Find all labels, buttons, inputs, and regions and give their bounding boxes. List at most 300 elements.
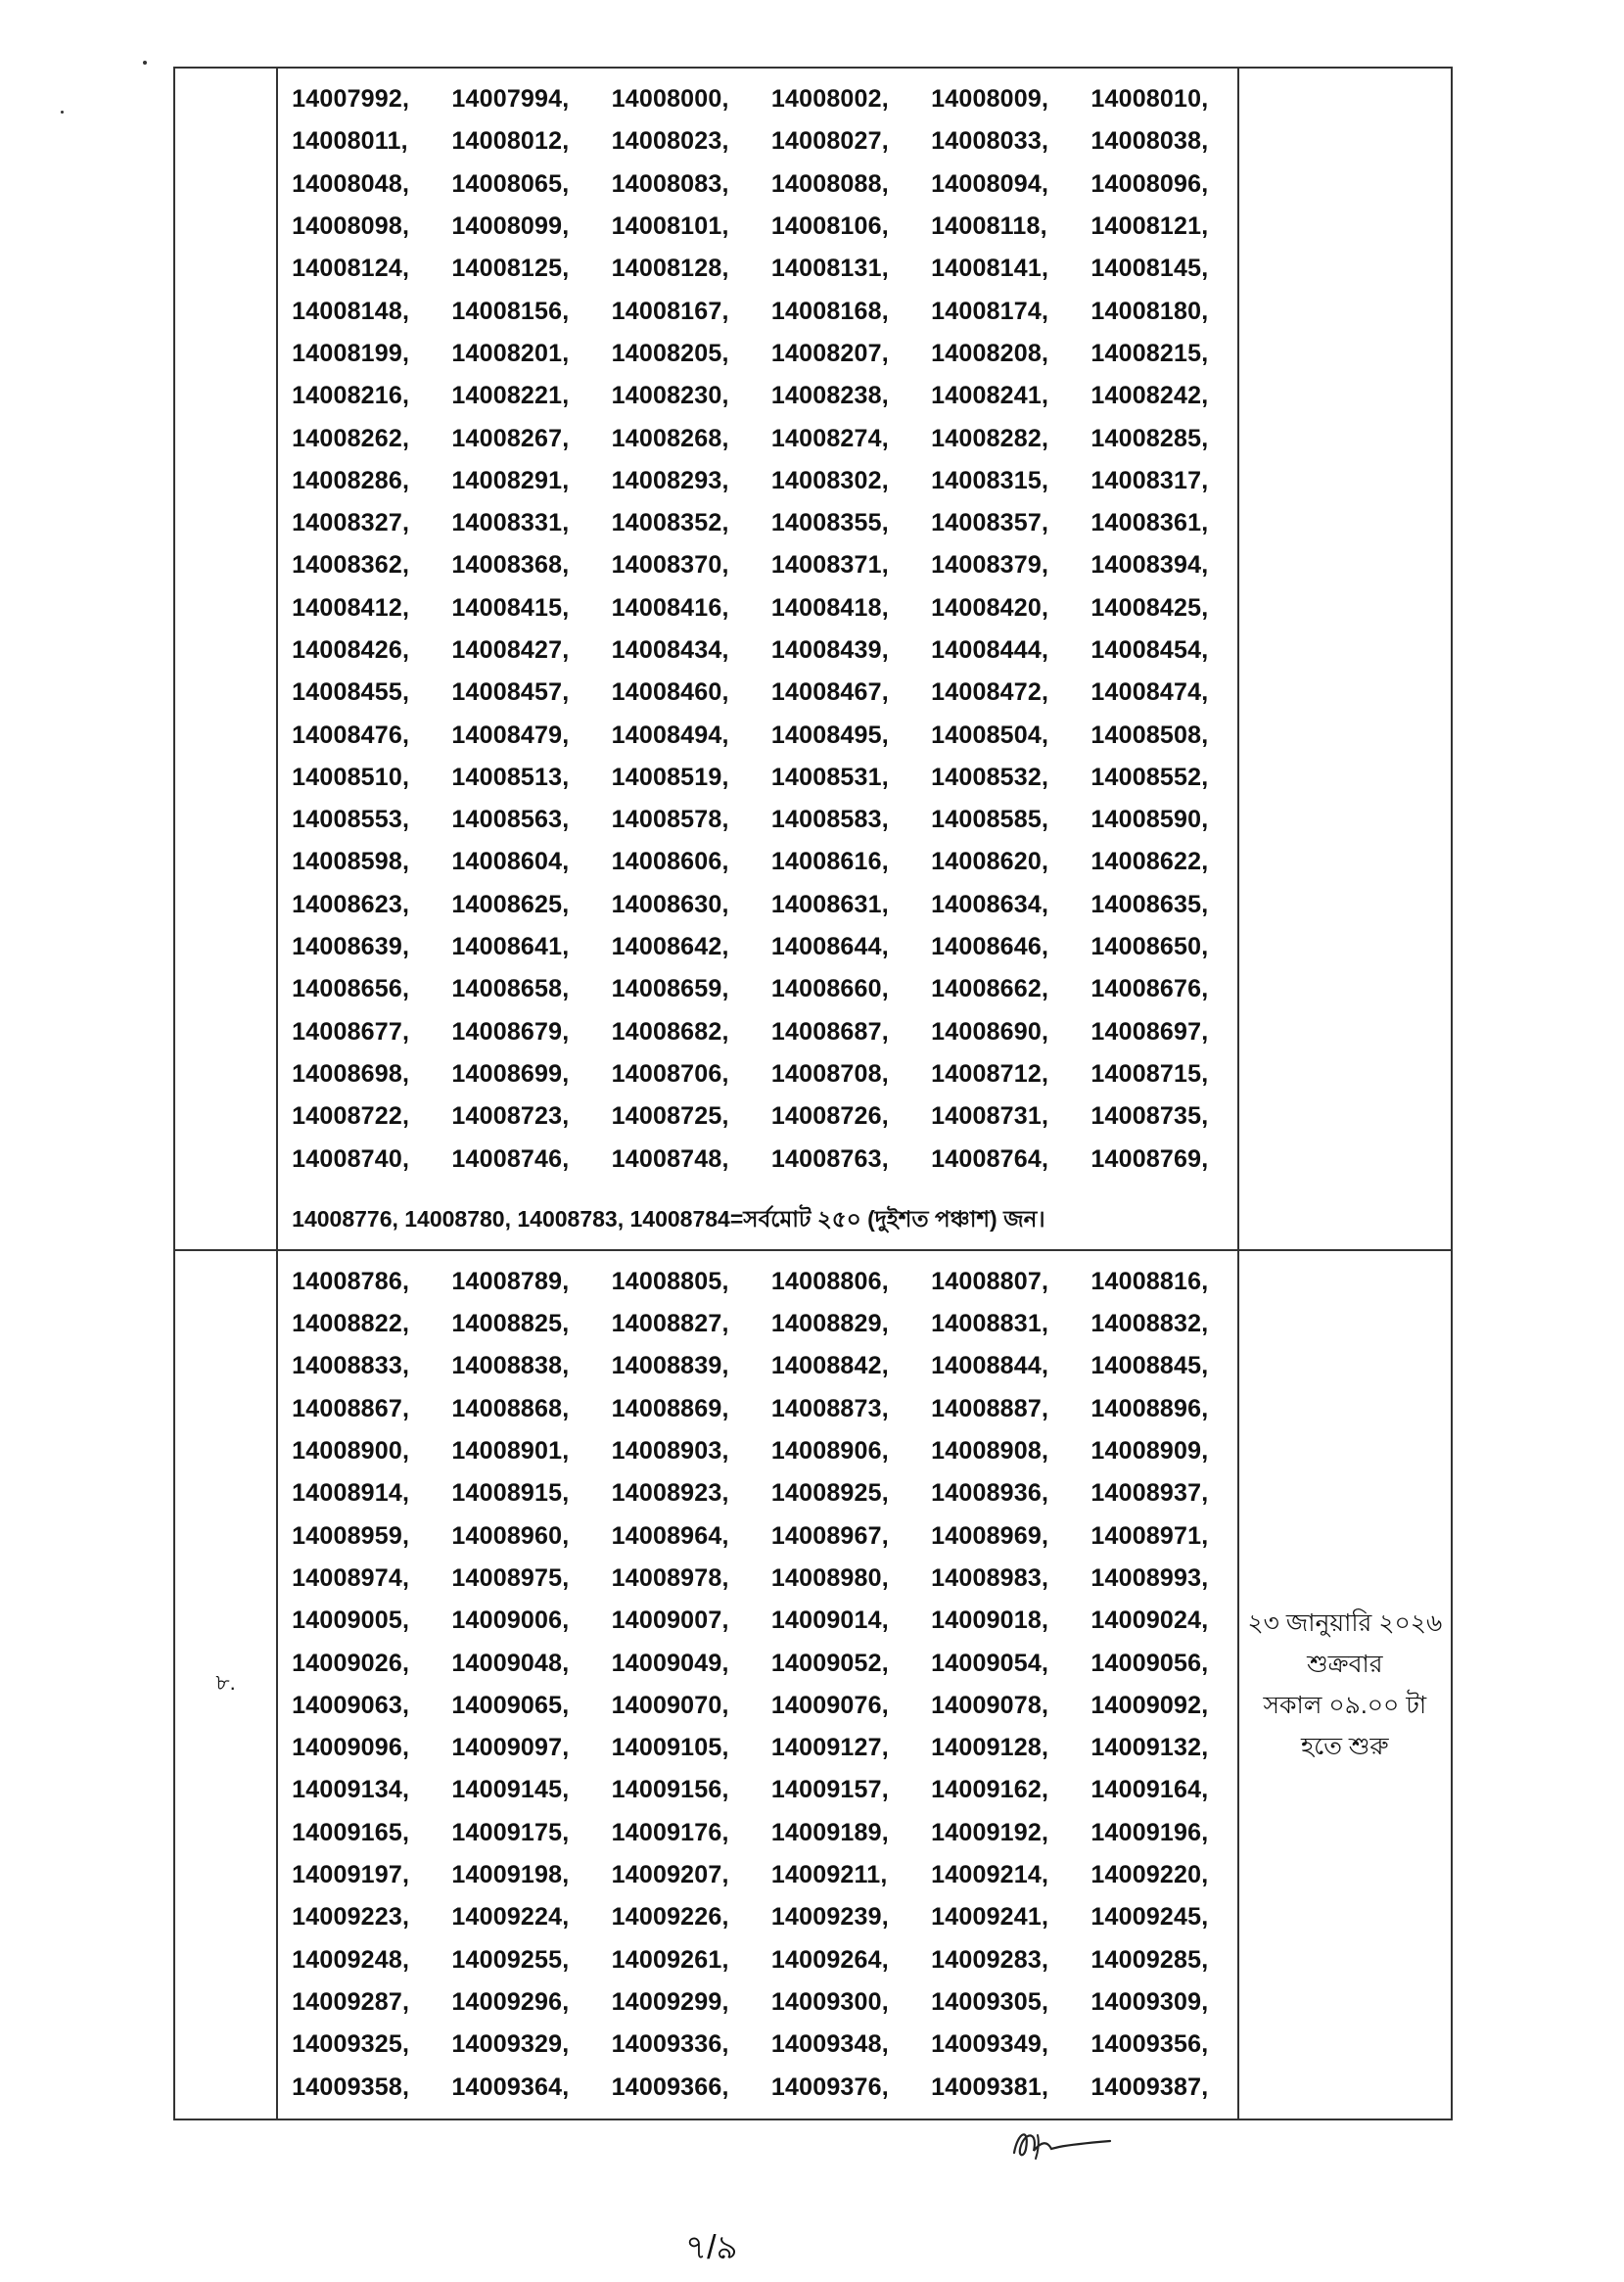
roll-number: 14009065, xyxy=(451,1691,570,1719)
roll-number: 14008764, xyxy=(931,1144,1049,1173)
roll-number: 14008268, xyxy=(611,424,729,452)
roll-number: 14008722, xyxy=(292,1102,410,1131)
roll-number: 14008094, xyxy=(931,169,1049,198)
roll-number: 14008901, xyxy=(451,1437,570,1466)
roll-number: 14008975, xyxy=(451,1563,570,1592)
roll-number: 14008960, xyxy=(451,1521,570,1550)
roll-number: 14009097, xyxy=(451,1734,570,1762)
serial-cell: ৮. xyxy=(174,1250,277,2119)
roll-number: 14009336, xyxy=(611,2030,729,2059)
roll-number: 14009054, xyxy=(931,1649,1049,1677)
roll-number: 14008455, xyxy=(292,678,410,707)
roll-number: 14008650, xyxy=(1090,933,1209,961)
roll-number-line xyxy=(278,2024,1237,2066)
roll-number: 14008827, xyxy=(611,1310,729,1338)
roll-number: 14008293, xyxy=(611,466,729,494)
roll-number: 14008118, xyxy=(931,212,1047,241)
roll-number: 14008644, xyxy=(770,933,889,961)
roll-number: 14009255, xyxy=(451,1945,570,1974)
roll-number: 14008822, xyxy=(292,1310,410,1338)
roll-number: 14008379, xyxy=(931,551,1049,580)
roll-number-line xyxy=(278,841,1237,883)
roll-number: 14008915, xyxy=(451,1479,570,1508)
roll-number: 14008816, xyxy=(1090,1267,1209,1295)
roll-number: 14008415, xyxy=(451,593,570,622)
roll-number: 14008712, xyxy=(931,1059,1049,1088)
roll-number: 14008009, xyxy=(931,85,1049,114)
roll-number: 14008504, xyxy=(931,721,1049,749)
roll-number: 14008242, xyxy=(1090,382,1209,410)
roll-number: 14008125, xyxy=(451,255,570,283)
roll-number-line xyxy=(278,1095,1237,1138)
roll-number: 14008936, xyxy=(931,1479,1049,1508)
roll-number: 14008416, xyxy=(611,593,729,622)
roll-number: 14008868, xyxy=(451,1394,570,1422)
roll-number: 14009198, xyxy=(451,1861,570,1889)
roll-number: 14008412, xyxy=(292,593,410,622)
roll-number: 14008238, xyxy=(770,382,889,410)
roll-number-line xyxy=(278,629,1237,672)
roll-number: 14008510, xyxy=(292,763,410,791)
roll-number: 14009176, xyxy=(611,1818,729,1846)
roll-number: 14009299, xyxy=(611,1987,729,2016)
roll-number: 14008578, xyxy=(611,806,729,834)
exam-date-cell xyxy=(1238,1250,1452,2119)
roll-number: 14008368, xyxy=(451,551,570,580)
exam-date-line: ২৩ জানুয়ারি ২০২৬ xyxy=(1247,1608,1443,1637)
roll-number-line xyxy=(278,1388,1237,1430)
roll-number: 14008740, xyxy=(292,1144,410,1173)
exam-date-line: হতে শুরু xyxy=(1301,1732,1389,1760)
roll-number-line xyxy=(278,1685,1237,1727)
roll-number: 14008023, xyxy=(611,127,729,156)
roll-number-line xyxy=(278,248,1237,290)
roll-number-line xyxy=(278,1138,1237,1180)
roll-number: 14009048, xyxy=(451,1649,570,1677)
group-total-line: 14008776, 14008780, 14008783, 14008784=সর্বমোট ২৫০ (দুইশত পঞ্চাশ) জন। xyxy=(292,1205,1045,1232)
roll-number: 14008641, xyxy=(451,933,570,961)
roll-number: 14008769, xyxy=(1090,1144,1209,1173)
roll-number: 14009329, xyxy=(451,2030,570,2059)
roll-number: 14008698, xyxy=(292,1059,410,1088)
roll-number: 14009127, xyxy=(770,1734,889,1762)
roll-number: 14008906, xyxy=(770,1437,889,1466)
roll-number: 14008873, xyxy=(770,1394,889,1422)
roll-number-line xyxy=(278,460,1237,502)
roll-number: 14008937, xyxy=(1090,1479,1209,1508)
roll-number: 14008634, xyxy=(931,890,1049,918)
roll-number: 14009207, xyxy=(611,1861,729,1889)
roll-number-line xyxy=(278,1769,1237,1811)
roll-number: 14009325, xyxy=(292,2030,410,2059)
roll-number: 14008531, xyxy=(770,763,889,791)
roll-number: 14008088, xyxy=(770,169,889,198)
roll-number: 14008682, xyxy=(611,1017,729,1046)
roll-number-line xyxy=(278,1303,1237,1345)
roll-number-line xyxy=(278,757,1237,799)
roll-number: 14009092, xyxy=(1090,1691,1209,1719)
roll-number: 14008900, xyxy=(292,1437,410,1466)
roll-number: 14008370, xyxy=(611,551,729,580)
roll-number-table xyxy=(173,67,1453,2120)
roll-number: 14008048, xyxy=(292,169,410,198)
roll-number: 14009211, xyxy=(770,1861,888,1889)
roll-number: 14008909, xyxy=(1090,1437,1209,1466)
roll-number: 14009366, xyxy=(611,2072,729,2101)
roll-number: 14008205, xyxy=(611,339,729,367)
roll-number: 14009014, xyxy=(770,1607,889,1635)
roll-number: 14008291, xyxy=(451,466,570,494)
signature xyxy=(1008,2119,1116,2168)
roll-number: 14008642, xyxy=(611,933,729,961)
roll-number: 14008763, xyxy=(770,1144,889,1173)
roll-number-line xyxy=(278,1896,1237,1938)
roll-number: 14008646, xyxy=(931,933,1049,961)
roll-number: 14009162, xyxy=(931,1776,1049,1804)
roll-number: 14008065, xyxy=(451,169,570,198)
roll-number: 14008361, xyxy=(1090,509,1209,537)
roll-number: 14008476, xyxy=(292,721,410,749)
roll-number: 14008357, xyxy=(931,509,1049,537)
roll-number: 14008352, xyxy=(611,509,729,537)
roll-number: 14008983, xyxy=(931,1563,1049,1592)
roll-number-line xyxy=(278,799,1237,841)
roll-number: 14008426, xyxy=(292,636,410,664)
roll-number: 14009006, xyxy=(451,1607,570,1635)
roll-number: 14008494, xyxy=(611,721,729,749)
roll-number: 14008978, xyxy=(611,1563,729,1592)
roll-number: 14008706, xyxy=(611,1059,729,1088)
roll-number: 14008148, xyxy=(292,297,410,325)
roll-number: 14008156, xyxy=(451,297,570,325)
roll-number: 14008199, xyxy=(292,339,410,367)
roll-number: 14008914, xyxy=(292,1479,410,1508)
roll-number: 14008553, xyxy=(292,806,410,834)
table-row xyxy=(174,1250,1452,2119)
roll-number: 14008974, xyxy=(292,1563,410,1592)
roll-number: 14008731, xyxy=(931,1102,1049,1131)
roll-number: 14009364, xyxy=(451,2072,570,2101)
roll-number: 14008687, xyxy=(770,1017,889,1046)
roll-number: 14009358, xyxy=(292,2072,410,2101)
roll-number: 14008221, xyxy=(451,382,570,410)
table-row xyxy=(174,68,1452,1250)
roll-number: 14008472, xyxy=(931,678,1049,707)
roll-number: 14008121, xyxy=(1090,212,1209,241)
roll-number: 14009356, xyxy=(1090,2030,1209,2059)
roll-number: 14008723, xyxy=(451,1102,570,1131)
roll-number: 14009214, xyxy=(931,1861,1049,1889)
roll-number: 14008427, xyxy=(451,636,570,664)
roll-number-line xyxy=(278,672,1237,714)
roll-number: 14008371, xyxy=(770,551,889,580)
roll-number: 14008660, xyxy=(770,975,889,1003)
roll-number: 14008620, xyxy=(931,848,1049,876)
roll-number: 14009005, xyxy=(292,1607,410,1635)
roll-number: 14008622, xyxy=(1090,848,1209,876)
roll-number-line xyxy=(278,714,1237,756)
roll-number: 14008604, xyxy=(451,848,570,876)
roll-number: 14008726, xyxy=(770,1102,889,1131)
roll-number-line xyxy=(278,1981,1237,2024)
roll-number: 14008832, xyxy=(1090,1310,1209,1338)
roll-number: 14009220, xyxy=(1090,1861,1209,1889)
roll-number: 14008101, xyxy=(611,212,729,241)
roll-number: 14008833, xyxy=(292,1352,410,1380)
roll-number-line xyxy=(278,206,1237,248)
roll-number: 14008010, xyxy=(1090,85,1209,114)
roll-number: 14009049, xyxy=(611,1649,729,1677)
roll-number: 14008241, xyxy=(931,382,1049,410)
exam-date-line: সকাল ০৯.০০ টা xyxy=(1263,1691,1427,1719)
roll-number: 14008908, xyxy=(931,1437,1049,1466)
roll-number: 14009164, xyxy=(1090,1776,1209,1804)
scan-speck xyxy=(143,61,147,65)
roll-number: 14009192, xyxy=(931,1818,1049,1846)
roll-number: 14008106, xyxy=(770,212,889,241)
roll-number: 14009063, xyxy=(292,1691,410,1719)
roll-number: 14008959, xyxy=(292,1521,410,1550)
roll-number: 14008467, xyxy=(770,678,889,707)
roll-number: 14009261, xyxy=(611,1945,729,1974)
roll-number: 14008869, xyxy=(611,1394,729,1422)
roll-number-line xyxy=(278,1812,1237,1854)
roll-number: 14009007, xyxy=(611,1607,729,1635)
roll-number: 14009175, xyxy=(451,1818,570,1846)
roll-number: 14008789, xyxy=(451,1267,570,1295)
roll-number-line xyxy=(278,884,1237,926)
roll-number: 14008677, xyxy=(292,1017,410,1046)
roll-number: 14008454, xyxy=(1090,636,1209,664)
roll-number: 14008964, xyxy=(611,1521,729,1550)
roll-number-line xyxy=(278,78,1237,120)
roll-number: 14008616, xyxy=(770,848,889,876)
roll-number-line xyxy=(278,1011,1237,1053)
roll-number: 14008201, xyxy=(451,339,570,367)
roll-number-line xyxy=(278,1642,1237,1684)
roll-number: 14009285, xyxy=(1090,1945,1209,1974)
roll-number: 14008903, xyxy=(611,1437,729,1466)
roll-number: 14008418, xyxy=(770,593,889,622)
roll-number: 14008639, xyxy=(292,933,410,961)
roll-number: 14008606, xyxy=(611,848,729,876)
roll-number-line xyxy=(278,1430,1237,1472)
roll-number: 14008230, xyxy=(611,382,729,410)
roll-number: 14008631, xyxy=(770,890,889,918)
roll-numbers-cell xyxy=(277,68,1238,1250)
roll-number: 14008145, xyxy=(1090,255,1209,283)
roll-number-line xyxy=(278,1854,1237,1896)
roll-number: 14009239, xyxy=(770,1903,889,1932)
roll-number: 14008896, xyxy=(1090,1394,1209,1422)
roll-number: 14008216, xyxy=(292,382,410,410)
roll-number: 14008690, xyxy=(931,1017,1049,1046)
roll-number: 14009387, xyxy=(1090,2072,1209,2101)
roll-number-line xyxy=(278,163,1237,206)
roll-number: 14008128, xyxy=(611,255,729,283)
roll-number: 14009305, xyxy=(931,1987,1049,2016)
roll-number: 14008098, xyxy=(292,212,410,241)
roll-number: 14008479, xyxy=(451,721,570,749)
roll-number: 14009128, xyxy=(931,1734,1049,1762)
roll-number: 14008420, xyxy=(931,593,1049,622)
roll-number: 14008167, xyxy=(611,297,729,325)
roll-number: 14009287, xyxy=(292,1987,410,2016)
roll-number: 14008174, xyxy=(931,297,1049,325)
roll-number: 14009132, xyxy=(1090,1734,1209,1762)
table-body xyxy=(174,68,1452,2119)
roll-number: 14008362, xyxy=(292,551,410,580)
roll-number: 14008786, xyxy=(292,1267,410,1295)
roll-number: 14009165, xyxy=(292,1818,410,1846)
roll-number-line xyxy=(278,926,1237,968)
roll-number: 14008286, xyxy=(292,466,410,494)
roll-number: 14009248, xyxy=(292,1945,410,1974)
roll-number: 14008439, xyxy=(770,636,889,664)
roll-number: 14008623, xyxy=(292,890,410,918)
roll-number: 14008625, xyxy=(451,890,570,918)
roll-number-line xyxy=(278,968,1237,1010)
roll-number: 14008829, xyxy=(770,1310,889,1338)
roll-number: 14009105, xyxy=(611,1734,729,1762)
roll-number: 14009078, xyxy=(931,1691,1049,1719)
roll-number: 14009024, xyxy=(1090,1607,1209,1635)
roll-number: 14008099, xyxy=(451,212,570,241)
roll-number-line xyxy=(278,1727,1237,1769)
roll-number: 14008002, xyxy=(770,85,889,114)
roll-number: 14008585, xyxy=(931,806,1049,834)
roll-number: 14008735, xyxy=(1090,1102,1209,1131)
roll-number: 14008457, xyxy=(451,678,570,707)
roll-number: 14009349, xyxy=(931,2030,1049,2059)
roll-number-line xyxy=(278,2066,1237,2108)
roll-number: 14008262, xyxy=(292,424,410,452)
roll-number: 14008302, xyxy=(770,466,889,494)
roll-number: 14008519, xyxy=(611,763,729,791)
roll-number: 14008033, xyxy=(931,127,1049,156)
roll-number: 14009381, xyxy=(931,2072,1049,2101)
roll-number: 14008267, xyxy=(451,424,570,452)
roll-number-line xyxy=(278,587,1237,629)
roll-number: 14008656, xyxy=(292,975,410,1003)
page-number: ৭/৯ xyxy=(685,2229,738,2266)
roll-number: 14007994, xyxy=(451,85,570,114)
roll-number: 14008831, xyxy=(931,1310,1049,1338)
roll-number: 14008474, xyxy=(1090,678,1209,707)
roll-number: 14008635, xyxy=(1090,890,1209,918)
roll-number: 14008867, xyxy=(292,1394,410,1422)
roll-number: 14008532, xyxy=(931,763,1049,791)
roll-number: 14009245, xyxy=(1090,1903,1209,1932)
roll-number: 14008923, xyxy=(611,1479,729,1508)
roll-number: 14009070, xyxy=(611,1691,729,1719)
roll-number: 14008331, xyxy=(451,509,570,537)
roll-number: 14009348, xyxy=(770,2030,889,2059)
roll-number-line xyxy=(278,120,1237,163)
roll-number: 14008508, xyxy=(1090,721,1209,749)
roll-number: 14008285, xyxy=(1090,424,1209,452)
roll-number: 14008131, xyxy=(770,255,889,283)
roll-number: 14008315, xyxy=(931,466,1049,494)
roll-number: 14008806, xyxy=(770,1267,889,1295)
roll-number: 14008725, xyxy=(611,1102,729,1131)
roll-number: 14008180, xyxy=(1090,297,1209,325)
roll-number: 14008699, xyxy=(451,1059,570,1088)
roll-number: 14009296, xyxy=(451,1987,570,2016)
roll-number: 14009076, xyxy=(770,1691,889,1719)
roll-number: 14008844, xyxy=(931,1352,1049,1380)
roll-number: 14009241, xyxy=(931,1903,1049,1932)
roll-number: 14008839, xyxy=(611,1352,729,1380)
roll-number: 14008746, xyxy=(451,1144,570,1173)
exam-date-cell xyxy=(1238,68,1452,1250)
roll-number: 14009026, xyxy=(292,1649,410,1677)
roll-number: 14008096, xyxy=(1090,169,1209,198)
roll-number: 14008012, xyxy=(451,127,570,156)
roll-number: 14009264, xyxy=(770,1945,889,1974)
roll-number: 14008825, xyxy=(451,1310,570,1338)
roll-number: 14008971, xyxy=(1090,1521,1209,1550)
roll-number-line xyxy=(278,502,1237,544)
roll-number-line xyxy=(278,333,1237,375)
serial-cell xyxy=(174,68,277,1250)
roll-number: 14008208, xyxy=(931,339,1049,367)
roll-number: 14008495, xyxy=(770,721,889,749)
roll-number: 14009196, xyxy=(1090,1818,1209,1846)
roll-number: 14009224, xyxy=(451,1903,570,1932)
roll-number: 14008327, xyxy=(292,509,410,537)
roll-number: 14008027, xyxy=(770,127,889,156)
roll-number: 14008887, xyxy=(931,1394,1049,1422)
roll-number: 14008124, xyxy=(292,255,410,283)
roll-number-line xyxy=(278,1938,1237,1980)
roll-number: 14008630, xyxy=(611,890,729,918)
roll-number: 14008011, xyxy=(292,127,408,156)
roll-number: 14009189, xyxy=(770,1818,889,1846)
roll-number: 14009096, xyxy=(292,1734,410,1762)
roll-number: 14008563, xyxy=(451,806,570,834)
roll-number: 14008000, xyxy=(611,85,729,114)
roll-number: 14008083, xyxy=(611,169,729,198)
roll-number: 14008980, xyxy=(770,1563,889,1592)
roll-number: 14008969, xyxy=(931,1521,1049,1550)
roll-number: 14009157, xyxy=(770,1776,889,1804)
roll-number: 14008141, xyxy=(931,255,1049,283)
roll-number: 14008838, xyxy=(451,1352,570,1380)
roll-numbers-cell xyxy=(277,1250,1238,2119)
roll-number: 14008274, xyxy=(770,424,889,452)
roll-number: 14009197, xyxy=(292,1861,410,1889)
roll-number: 14008598, xyxy=(292,848,410,876)
roll-number: 14008845, xyxy=(1090,1352,1209,1380)
roll-number: 14009223, xyxy=(292,1903,410,1932)
roll-number: 14007992, xyxy=(292,85,410,114)
roll-number-line xyxy=(278,1558,1237,1600)
roll-number: 14009226, xyxy=(611,1903,729,1932)
roll-number: 14009056, xyxy=(1090,1649,1209,1677)
roll-number: 14009052, xyxy=(770,1649,889,1677)
exam-date-line: শুক্রবার xyxy=(1307,1650,1383,1678)
roll-number-line xyxy=(278,544,1237,586)
roll-number: 14008708, xyxy=(770,1059,889,1088)
roll-number: 14009134, xyxy=(292,1776,410,1804)
roll-number: 14008993, xyxy=(1090,1563,1209,1592)
roll-number: 14008513, xyxy=(451,763,570,791)
roll-number: 14008460, xyxy=(611,678,729,707)
roll-number-line xyxy=(278,1345,1237,1387)
roll-number: 14009376, xyxy=(770,2072,889,2101)
roll-number: 14009309, xyxy=(1090,1987,1209,2016)
